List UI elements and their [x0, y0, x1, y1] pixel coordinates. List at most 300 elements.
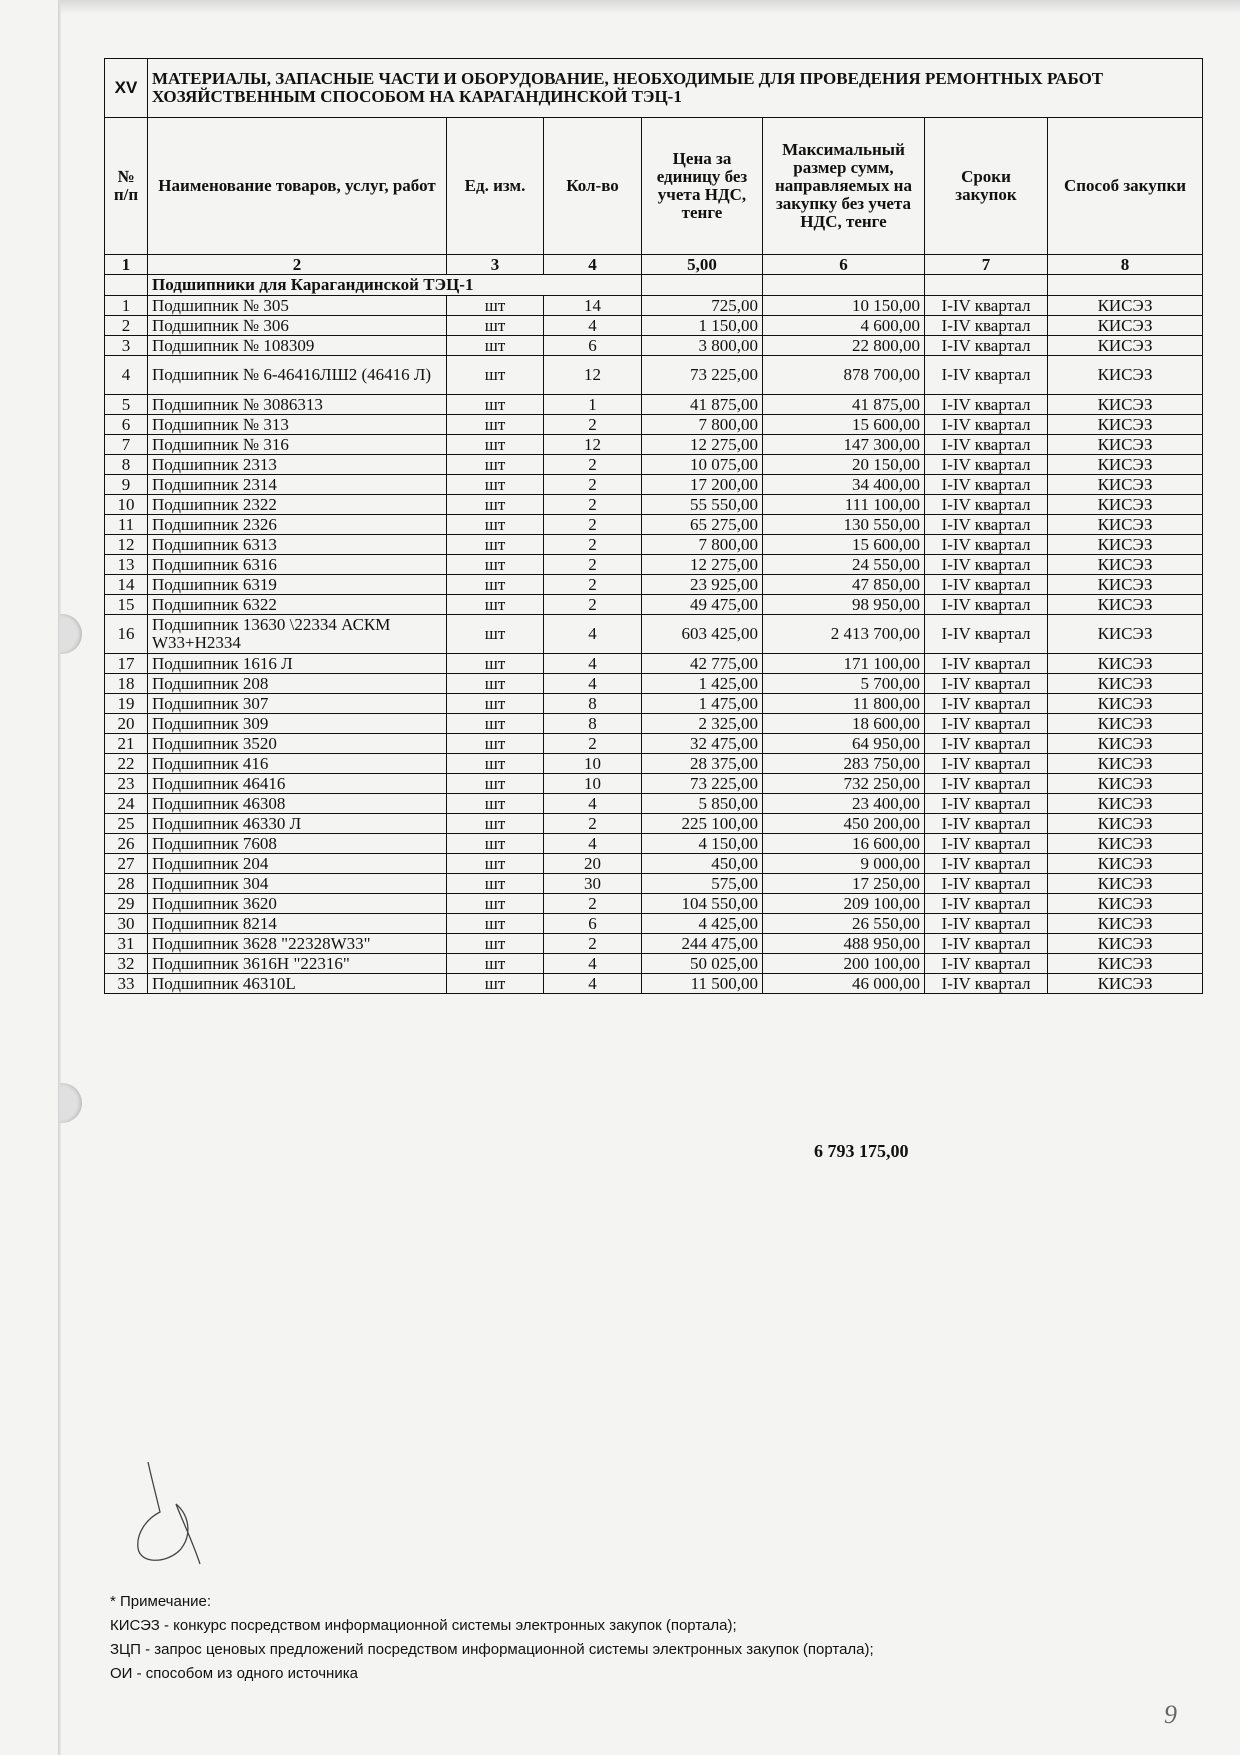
cell-method: КИСЭЗ: [1048, 555, 1203, 575]
cell-sum: 5 700,00: [763, 674, 925, 694]
cell-method: КИСЭЗ: [1048, 834, 1203, 854]
table-row: [105, 934, 1203, 954]
cell-unit: шт: [447, 714, 544, 734]
cell-method: КИСЭЗ: [1048, 674, 1203, 694]
cell-price: 104 550,00: [642, 894, 763, 914]
cell-sum: 200 100,00: [763, 954, 925, 974]
table-body: [105, 296, 1203, 994]
cell-sum: 24 550,00: [763, 555, 925, 575]
cell-method: КИСЭЗ: [1048, 296, 1203, 316]
table-row: [105, 974, 1203, 994]
cell-qty: 4: [544, 615, 642, 654]
cell-name: Подшипник 3628 "22328W33": [148, 934, 447, 954]
cell-price: 11 500,00: [642, 974, 763, 994]
cell-period: I-IV квартал: [925, 435, 1048, 455]
cell-period: I-IV квартал: [925, 734, 1048, 754]
cell-unit: шт: [447, 834, 544, 854]
table-row: [105, 814, 1203, 834]
cell-sum: 10 150,00: [763, 296, 925, 316]
cell-name: Подшипник 46310L: [148, 974, 447, 994]
cell-price: 41 875,00: [642, 395, 763, 415]
cell-n: 16: [105, 615, 148, 654]
cell-method: КИСЭЗ: [1048, 316, 1203, 336]
cell-sum: 26 550,00: [763, 914, 925, 934]
cell-n: 30: [105, 914, 148, 934]
table-row: [105, 296, 1203, 316]
cell-name: Подшипник 416: [148, 754, 447, 774]
cell-price: 5 850,00: [642, 794, 763, 814]
cell-sum: 64 950,00: [763, 734, 925, 754]
cell-unit: шт: [447, 475, 544, 495]
cell-period: I-IV квартал: [925, 475, 1048, 495]
notes-title: * Примечание:: [110, 1593, 211, 1610]
cell-sum: 4 600,00: [763, 316, 925, 336]
cell-qty: 4: [544, 834, 642, 854]
cell-unit: шт: [447, 974, 544, 994]
cell-name: Подшипник 6313: [148, 535, 447, 555]
cell-qty: 2: [544, 555, 642, 575]
cell-period: I-IV квартал: [925, 495, 1048, 515]
table-row: [105, 714, 1203, 734]
colnum-2: 2: [148, 255, 447, 275]
cell-price: 55 550,00: [642, 495, 763, 515]
cell-method: КИСЭЗ: [1048, 934, 1203, 954]
cell-sum: 488 950,00: [763, 934, 925, 954]
cell-qty: 12: [544, 435, 642, 455]
cell-qty: 2: [544, 894, 642, 914]
cell-name: Подшипник 8214: [148, 914, 447, 934]
cell-name: Подшипник 13630 \22334 АСКМ W33+H2334: [148, 615, 447, 654]
cell-n: 29: [105, 894, 148, 914]
cell-qty: 6: [544, 914, 642, 934]
cell-unit: шт: [447, 495, 544, 515]
cell-n: 5: [105, 395, 148, 415]
cell-method: КИСЭЗ: [1048, 854, 1203, 874]
cell-price: 244 475,00: [642, 934, 763, 954]
cell-method: КИСЭЗ: [1048, 615, 1203, 654]
header-max-sum: Максимальный размер сумм, направляемых на закупку без учета НДС, тенге: [763, 118, 925, 255]
cell-period: I-IV квартал: [925, 914, 1048, 934]
cell-n: 25: [105, 814, 148, 834]
note-line: ОИ - способом из одного источника: [110, 1665, 358, 1682]
cell-method: КИСЭЗ: [1048, 435, 1203, 455]
cell-price: 1 425,00: [642, 674, 763, 694]
cell-n: 31: [105, 934, 148, 954]
cell-price: 7 800,00: [642, 535, 763, 555]
cell-period: I-IV квартал: [925, 894, 1048, 914]
cell-unit: шт: [447, 774, 544, 794]
cell-sum: 15 600,00: [763, 535, 925, 555]
signature-scribble: [130, 1460, 210, 1570]
header-period: Сроки закупок: [925, 118, 1048, 255]
cell-qty: 4: [544, 794, 642, 814]
cell-price: 1 150,00: [642, 316, 763, 336]
table-row: [105, 615, 1203, 654]
cell-period: I-IV квартал: [925, 814, 1048, 834]
table-row: [105, 774, 1203, 794]
cell-price: 32 475,00: [642, 734, 763, 754]
cell-n: 23: [105, 774, 148, 794]
cell-period: I-IV квартал: [925, 754, 1048, 774]
cell-period: I-IV квартал: [925, 515, 1048, 535]
page-edge: [58, 0, 61, 1755]
cell-unit: шт: [447, 415, 544, 435]
group-title: Подшипники для Карагандинской ТЭЦ-1: [148, 275, 642, 296]
cell-name: Подшипник 208: [148, 674, 447, 694]
cell-period: I-IV квартал: [925, 535, 1048, 555]
cell-period: I-IV квартал: [925, 774, 1048, 794]
punch-hole: [60, 614, 82, 654]
section-title: МАТЕРИАЛЫ, ЗАПАСНЫЕ ЧАСТИ И ОБОРУДОВАНИЕ, НЕОБХОДИМЫЕ ДЛЯ ПРОВЕДЕНИЯ РЕМОНТНЫХ РАБОТ ХОЗЯЙСТВЕННЫМ СПОСОБОМ НА КАРАГАНДИНСКОЙ ТЭЦ-1: [148, 59, 1203, 118]
cell-qty: 2: [544, 455, 642, 475]
cell-unit: шт: [447, 934, 544, 954]
colnum-4: 4: [544, 255, 642, 275]
section-header-row: [105, 59, 1203, 118]
cell-period: I-IV квартал: [925, 874, 1048, 894]
table-row: [105, 834, 1203, 854]
cell-price: 73 225,00: [642, 356, 763, 395]
cell-unit: шт: [447, 575, 544, 595]
cell-qty: 6: [544, 336, 642, 356]
table-row: [105, 455, 1203, 475]
table-row: [105, 515, 1203, 535]
cell-name: Подшипник № 313: [148, 415, 447, 435]
cell-name: Подшипник 46308: [148, 794, 447, 814]
colnum-3: 3: [447, 255, 544, 275]
cell-qty: 2: [544, 475, 642, 495]
table-row: [105, 754, 1203, 774]
procurement-table: [104, 58, 1203, 994]
table-row: [105, 575, 1203, 595]
cell-qty: 2: [544, 575, 642, 595]
cell-n: 33: [105, 974, 148, 994]
cell-price: 42 775,00: [642, 654, 763, 674]
cell-n: 20: [105, 714, 148, 734]
cell-sum: 15 600,00: [763, 415, 925, 435]
cell-method: КИСЭЗ: [1048, 714, 1203, 734]
column-number-row: [105, 255, 1203, 275]
section-number: XV: [105, 59, 148, 118]
cell-unit: шт: [447, 395, 544, 415]
table-row: [105, 694, 1203, 714]
cell-sum: 209 100,00: [763, 894, 925, 914]
note-line: КИСЭЗ - конкурс посредством информационной системы электронных закупок (портала);: [110, 1617, 737, 1634]
cell-n: 22: [105, 754, 148, 774]
cell-unit: шт: [447, 615, 544, 654]
group-row: [105, 275, 1203, 296]
table-row: [105, 914, 1203, 934]
table-row: [105, 395, 1203, 415]
cell-unit: шт: [447, 555, 544, 575]
cell-n: 28: [105, 874, 148, 894]
cell-sum: 878 700,00: [763, 356, 925, 395]
cell-price: 3 800,00: [642, 336, 763, 356]
cell-period: I-IV квартал: [925, 575, 1048, 595]
header-price: Цена за единицу без учета НДС, тенге: [642, 118, 763, 255]
cell-period: I-IV квартал: [925, 934, 1048, 954]
cell-n: 14: [105, 575, 148, 595]
cell-name: Подшипник 7608: [148, 834, 447, 854]
cell-price: 23 925,00: [642, 575, 763, 595]
cell-n: 32: [105, 954, 148, 974]
colnum-8: 8: [1048, 255, 1203, 275]
cell-n: 4: [105, 356, 148, 395]
cell-method: КИСЭЗ: [1048, 894, 1203, 914]
cell-name: Подшипник 6316: [148, 555, 447, 575]
cell-period: I-IV квартал: [925, 615, 1048, 654]
cell-unit: шт: [447, 874, 544, 894]
cell-unit: шт: [447, 455, 544, 475]
cell-sum: 23 400,00: [763, 794, 925, 814]
cell-name: Подшипник 204: [148, 854, 447, 874]
cell-sum: 41 875,00: [763, 395, 925, 415]
cell-sum: 18 600,00: [763, 714, 925, 734]
cell-method: КИСЭЗ: [1048, 794, 1203, 814]
cell-qty: 2: [544, 415, 642, 435]
cell-price: 4 150,00: [642, 834, 763, 854]
cell-unit: шт: [447, 954, 544, 974]
cell-period: I-IV квартал: [925, 654, 1048, 674]
cell-qty: 4: [544, 654, 642, 674]
cell-unit: шт: [447, 435, 544, 455]
cell-sum: 47 850,00: [763, 575, 925, 595]
note-line: ЗЦП - запрос ценовых предложений посредством информационной системы электронных закупок (портала);: [110, 1641, 874, 1658]
cell-method: КИСЭЗ: [1048, 734, 1203, 754]
cell-method: КИСЭЗ: [1048, 575, 1203, 595]
header-unit: Ед. изм.: [447, 118, 544, 255]
cell-qty: 2: [544, 934, 642, 954]
cell-unit: шт: [447, 515, 544, 535]
table-row: [105, 894, 1203, 914]
cell-unit: шт: [447, 674, 544, 694]
cell-period: I-IV квартал: [925, 674, 1048, 694]
table-row: [105, 435, 1203, 455]
cell-unit: шт: [447, 914, 544, 934]
cell-n: 6: [105, 415, 148, 435]
table-row: [105, 336, 1203, 356]
cell-unit: шт: [447, 316, 544, 336]
cell-sum: 46 000,00: [763, 974, 925, 994]
cell-qty: 8: [544, 714, 642, 734]
cell-name: Подшипник 309: [148, 714, 447, 734]
header-num: № п/п: [105, 118, 148, 255]
cell-n: 8: [105, 455, 148, 475]
punch-hole: [60, 1083, 82, 1123]
cell-method: КИСЭЗ: [1048, 395, 1203, 415]
cell-n: 24: [105, 794, 148, 814]
cell-price: 725,00: [642, 296, 763, 316]
cell-name: Подшипник 3520: [148, 734, 447, 754]
cell-n: 21: [105, 734, 148, 754]
table-row: [105, 535, 1203, 555]
cell-period: I-IV квартал: [925, 794, 1048, 814]
cell-period: I-IV квартал: [925, 316, 1048, 336]
cell-price: 12 275,00: [642, 435, 763, 455]
table-row: [105, 415, 1203, 435]
column-header-row: [105, 118, 1203, 255]
cell-method: КИСЭЗ: [1048, 535, 1203, 555]
cell-qty: 30: [544, 874, 642, 894]
cell-sum: 20 150,00: [763, 455, 925, 475]
cell-qty: 2: [544, 535, 642, 555]
cell-n: 18: [105, 674, 148, 694]
cell-price: 12 275,00: [642, 555, 763, 575]
cell-n: 1: [105, 296, 148, 316]
cell-method: КИСЭЗ: [1048, 495, 1203, 515]
cell-qty: 2: [544, 595, 642, 615]
notes-block: [110, 1590, 874, 1686]
cell-sum: 9 000,00: [763, 854, 925, 874]
cell-qty: 4: [544, 974, 642, 994]
cell-price: 50 025,00: [642, 954, 763, 974]
cell-price: 2 325,00: [642, 714, 763, 734]
cell-name: Подшипник 6319: [148, 575, 447, 595]
table-row: [105, 794, 1203, 814]
table-row: [105, 555, 1203, 575]
cell-n: 17: [105, 654, 148, 674]
cell-qty: 2: [544, 814, 642, 834]
cell-unit: шт: [447, 854, 544, 874]
cell-sum: 34 400,00: [763, 475, 925, 495]
cell-n: 10: [105, 495, 148, 515]
cell-period: I-IV квартал: [925, 954, 1048, 974]
cell-price: 1 475,00: [642, 694, 763, 714]
cell-sum: 111 100,00: [763, 495, 925, 515]
cell-sum: 11 800,00: [763, 694, 925, 714]
cell-n: 12: [105, 535, 148, 555]
cell-name: Подшипник 2326: [148, 515, 447, 535]
cell-unit: шт: [447, 794, 544, 814]
cell-qty: 8: [544, 694, 642, 714]
cell-name: Подшипник № 306: [148, 316, 447, 336]
cell-n: 15: [105, 595, 148, 615]
colnum-7: 7: [925, 255, 1048, 275]
cell-price: 4 425,00: [642, 914, 763, 934]
cell-unit: шт: [447, 296, 544, 316]
cell-name: Подшипник 46416: [148, 774, 447, 794]
cell-price: 225 100,00: [642, 814, 763, 834]
cell-name: Подшипник № 108309: [148, 336, 447, 356]
table-row: [105, 316, 1203, 336]
cell-sum: 130 550,00: [763, 515, 925, 535]
cell-sum: 16 600,00: [763, 834, 925, 854]
cell-method: КИСЭЗ: [1048, 754, 1203, 774]
table-row: [105, 495, 1203, 515]
cell-qty: 4: [544, 954, 642, 974]
cell-period: I-IV квартал: [925, 455, 1048, 475]
cell-period: I-IV квартал: [925, 395, 1048, 415]
header-method: Способ закупки: [1048, 118, 1203, 255]
cell-period: I-IV квартал: [925, 595, 1048, 615]
header-name: Наименование товаров, услуг, работ: [148, 118, 447, 255]
cell-method: КИСЭЗ: [1048, 974, 1203, 994]
cell-price: 73 225,00: [642, 774, 763, 794]
cell-period: I-IV квартал: [925, 336, 1048, 356]
cell-n: 9: [105, 475, 148, 495]
cell-sum: 171 100,00: [763, 654, 925, 674]
colnum-5: 5,00: [642, 255, 763, 275]
cell-name: Подшипник 304: [148, 874, 447, 894]
cell-qty: 4: [544, 674, 642, 694]
colnum-6: 6: [763, 255, 925, 275]
cell-price: 49 475,00: [642, 595, 763, 615]
cell-name: Подшипник 46330 Л: [148, 814, 447, 834]
table-row: [105, 475, 1203, 495]
cell-qty: 2: [544, 515, 642, 535]
page-number: 9: [1164, 1700, 1177, 1729]
cell-name: Подшипник 6322: [148, 595, 447, 615]
cell-method: КИСЭЗ: [1048, 475, 1203, 495]
cell-qty: 10: [544, 774, 642, 794]
cell-qty: 2: [544, 495, 642, 515]
cell-method: КИСЭЗ: [1048, 874, 1203, 894]
cell-price: 10 075,00: [642, 455, 763, 475]
cell-unit: шт: [447, 894, 544, 914]
cell-name: Подшипник 307: [148, 694, 447, 714]
cell-method: КИСЭЗ: [1048, 694, 1203, 714]
cell-n: 13: [105, 555, 148, 575]
cell-sum: 17 250,00: [763, 874, 925, 894]
cell-n: 2: [105, 316, 148, 336]
cell-name: Подшипник № 6-46416ЛШ2 (46416 Л): [148, 356, 447, 395]
cell-price: 7 800,00: [642, 415, 763, 435]
cell-unit: шт: [447, 654, 544, 674]
cell-qty: 14: [544, 296, 642, 316]
cell-name: Подшипник 3620: [148, 894, 447, 914]
cell-price: 17 200,00: [642, 475, 763, 495]
cell-price: 575,00: [642, 874, 763, 894]
cell-sum: 283 750,00: [763, 754, 925, 774]
cell-name: Подшипник № 305: [148, 296, 447, 316]
cell-period: I-IV квартал: [925, 974, 1048, 994]
cell-n: 7: [105, 435, 148, 455]
cell-name: Подшипник 2313: [148, 455, 447, 475]
cell-method: КИСЭЗ: [1048, 814, 1203, 834]
cell-method: КИСЭЗ: [1048, 914, 1203, 934]
table-row: [105, 654, 1203, 674]
cell-qty: 2: [544, 734, 642, 754]
cell-period: I-IV квартал: [925, 694, 1048, 714]
cell-n: 26: [105, 834, 148, 854]
total-sum: 6 793 175,00: [814, 1141, 909, 1161]
cell-price: 603 425,00: [642, 615, 763, 654]
cell-sum: 2 413 700,00: [763, 615, 925, 654]
cell-period: I-IV квартал: [925, 854, 1048, 874]
cell-period: I-IV квартал: [925, 296, 1048, 316]
cell-price: 28 375,00: [642, 754, 763, 774]
cell-unit: шт: [447, 356, 544, 395]
colnum-1: 1: [105, 255, 148, 275]
cell-sum: 450 200,00: [763, 814, 925, 834]
cell-qty: 1: [544, 395, 642, 415]
cell-n: 27: [105, 854, 148, 874]
cell-period: I-IV квартал: [925, 415, 1048, 435]
cell-qty: 20: [544, 854, 642, 874]
cell-n: 19: [105, 694, 148, 714]
cell-name: Подшипник 3616Н "22316": [148, 954, 447, 974]
cell-method: КИСЭЗ: [1048, 654, 1203, 674]
cell-price: 65 275,00: [642, 515, 763, 535]
cell-unit: шт: [447, 535, 544, 555]
cell-method: КИСЭЗ: [1048, 774, 1203, 794]
cell-name: Подшипник 2322: [148, 495, 447, 515]
scan-shadow: [60, 0, 1240, 14]
cell-method: КИСЭЗ: [1048, 595, 1203, 615]
cell-name: Подшипник № 3086313: [148, 395, 447, 415]
cell-n: 3: [105, 336, 148, 356]
header-qty: Кол-во: [544, 118, 642, 255]
cell-period: I-IV квартал: [925, 555, 1048, 575]
